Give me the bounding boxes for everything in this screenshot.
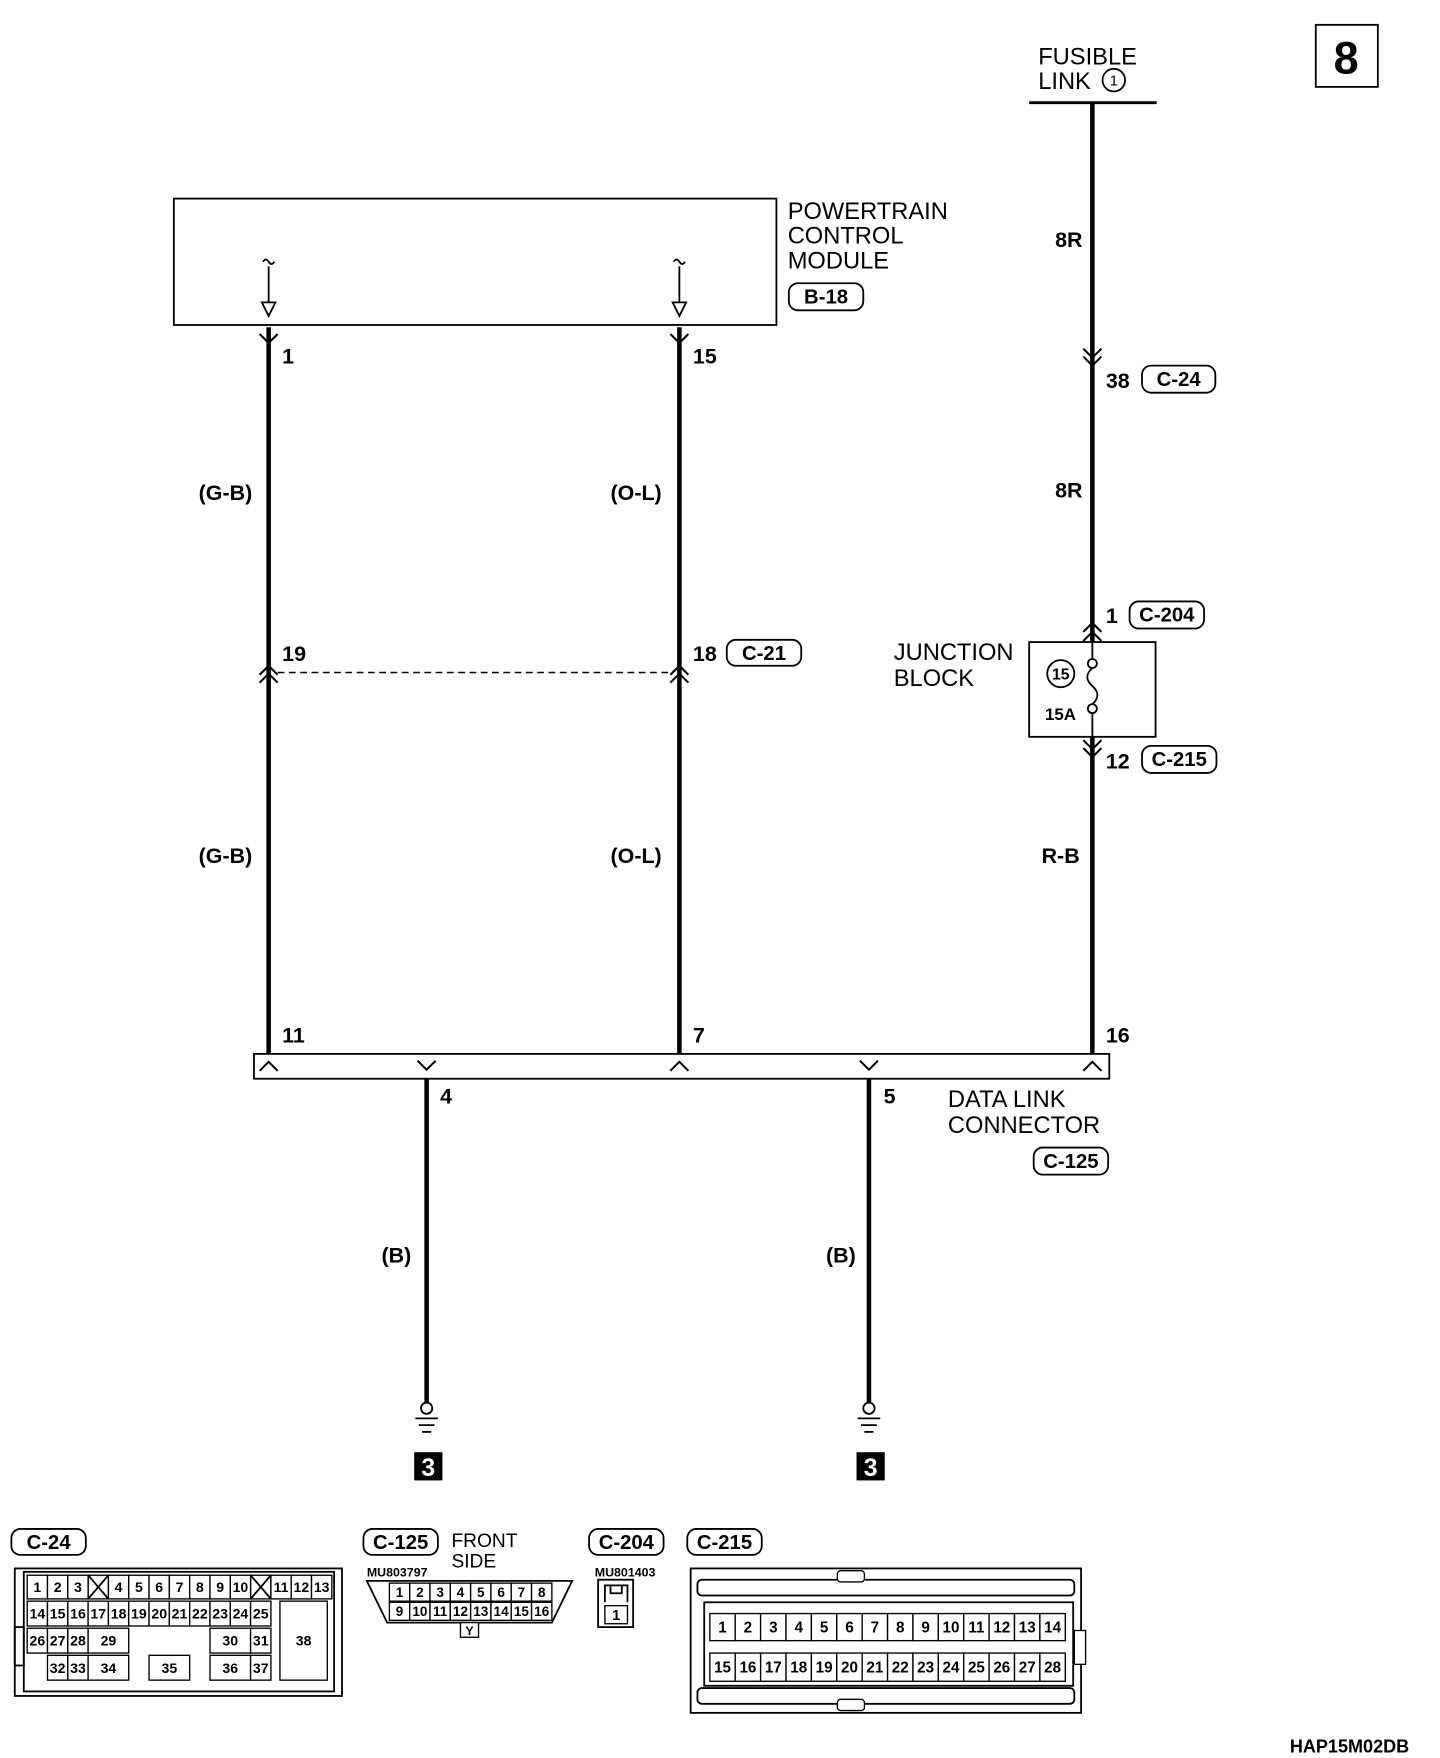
connector-view-c204-pins (605, 1606, 628, 1624)
fuse-rating: 15A (1044, 704, 1076, 724)
connector-view-c215-pin-label: 25 (967, 1659, 985, 1677)
connector-view-c215-pins (710, 1614, 1065, 1682)
pcm-label-3: MODULE (787, 248, 890, 275)
connector-view-c24-pin-label: 11 (273, 1579, 289, 1596)
connector-view-c215-pin-label: 7 (870, 1619, 880, 1637)
dlc-pin-16: 16 (1105, 1023, 1130, 1048)
connector-view-c215-pin-label: 19 (815, 1659, 833, 1677)
connector-view-c125-pin-label: 14 (493, 1604, 509, 1620)
pcm-signal-squiggle-icon-a (263, 260, 274, 265)
pcm-pin15-wire (611, 327, 802, 1054)
connector-view-c125-pin-label: 7 (517, 1585, 526, 1601)
connector-view-c215-top-tab (837, 1571, 864, 1582)
connector-view-c24-pin-label: 7 (175, 1579, 184, 1596)
dlc-body (254, 1054, 1109, 1079)
connector-view-c215-pin-label: 4 (794, 1619, 803, 1637)
connector-view-c204-id: C-204 (598, 1532, 654, 1555)
connector-view-c24-pin-label: 3 (74, 1579, 82, 1596)
connector-view-c215-pin-label: 17 (764, 1659, 782, 1677)
connector-view-c24-pin-label: 38 (295, 1632, 312, 1649)
connector-view-c24-pin-label: 29 (100, 1632, 117, 1649)
connector-view-c24-pin-label: 23 (212, 1605, 228, 1622)
connector-view-c24-pin-label: 8 (195, 1579, 204, 1596)
fuse-icon (1087, 668, 1097, 704)
ground-icon-terminal (863, 1403, 874, 1414)
connector-view-c215-pin-label: 11 (968, 1619, 985, 1637)
pcm-pin-15: 15 (692, 344, 717, 369)
connector-view-c125-pin-label: 16 (534, 1604, 550, 1620)
connector-view-c24-pin-label: 16 (70, 1605, 86, 1622)
connector-view-c204-latch (605, 1585, 628, 1602)
connector-c215-id: C-215 (1151, 749, 1207, 772)
connector-view-c24-pin-label: 10 (232, 1579, 249, 1596)
dlc-pin-4: 4 (440, 1084, 453, 1109)
connector-view-c125-pin-label: 8 (537, 1585, 546, 1601)
dlc-terminal-icon-11 (260, 1062, 278, 1071)
pcm-label-2: CONTROL (787, 223, 904, 250)
connector-view-c215-pin-label: 15 (714, 1659, 732, 1677)
connector-view-c24-pin-label: 5 (134, 1579, 143, 1596)
connector-view-c24-pin-label: 19 (131, 1605, 147, 1622)
connector-view-c24-pin-label: 17 (90, 1605, 107, 1622)
connector-view-c215-pin-label: 22 (891, 1659, 909, 1677)
connector-view-c24-pins (27, 1575, 332, 1680)
connector-view-c125-pin-label: 1 (395, 1585, 404, 1601)
wire-color-supply-lower: 8R (1055, 478, 1083, 503)
connector-view-c215-pin-label: 23 (917, 1659, 935, 1677)
dlc-terminal-icon-16 (1083, 1062, 1101, 1071)
connector-view-c125-key: Y (465, 1624, 474, 1639)
connector-view-c24-pin-label: 33 (70, 1659, 86, 1676)
connector-view-c215-bottom-tab (837, 1699, 864, 1710)
connector-view-c215-side-tab (1074, 1630, 1085, 1664)
dlc-pin-5: 5 (883, 1084, 896, 1109)
connector-view-c215-pin-label: 18 (790, 1659, 808, 1677)
connector-view-c24-pin-label: 13 (313, 1579, 330, 1596)
connector-view-c125-side-1: FRONT (451, 1530, 518, 1552)
connector-view-c204-pin-label: 1 (612, 1607, 621, 1624)
connector-view-c24-pin-label: 9 (216, 1579, 225, 1596)
ground-wire-5 (826, 1079, 885, 1482)
wire-color-pcm1-lower: (G-B) (198, 844, 253, 869)
connector-view-c215-pin-label: 28 (1044, 1659, 1062, 1677)
junction-block (894, 640, 1156, 737)
connector-view-c24-pin-label: 27 (49, 1632, 66, 1649)
connector-view-c215-pin-label: 20 (841, 1659, 858, 1677)
connector-view-c215-pin-label: 8 (896, 1619, 905, 1637)
ground-wire-4 (381, 1079, 442, 1482)
connector-view-c125-pin-label: 10 (412, 1604, 428, 1620)
pcm-pin1-wire (199, 327, 306, 1054)
connector-view-c215-pin-label: 14 (1044, 1619, 1062, 1637)
fuse-terminal-top (1088, 659, 1097, 668)
connector-view-c204 (589, 1529, 663, 1627)
junction-block-label-2: BLOCK (893, 666, 975, 693)
connector-view-c125 (363, 1529, 572, 1638)
connector-c21-pin-a: 19 (282, 642, 307, 667)
wire-color-pcm15-lower: (O-L) (610, 844, 662, 869)
connector-view-c215-pin-label: 5 (819, 1619, 829, 1637)
connector-view-c215-pin-label: 26 (993, 1659, 1011, 1677)
connector-view-c24-pin-label: 15 (49, 1605, 66, 1622)
connector-view-c204-part-number: MU801403 (594, 1565, 656, 1580)
dlc-terminal-icon-5 (860, 1061, 878, 1070)
dlc-pin-11: 11 (282, 1023, 305, 1048)
page-number-group (1316, 25, 1378, 87)
dlc-label-1: DATA LINK (947, 1086, 1066, 1113)
connector-view-c215-pin-label: 16 (739, 1659, 757, 1677)
connector-view-c125-part-number: MU803797 (366, 1565, 428, 1580)
connector-view-c215-pin-label: 10 (942, 1619, 960, 1637)
pcm-signal-squiggle-icon-b (674, 260, 685, 265)
connector-view-c24-pin-label: 18 (110, 1605, 127, 1622)
connector-view-c215-bottom-rail (697, 1688, 1074, 1704)
dlc-terminal-icon-4 (418, 1061, 436, 1070)
wire-color-jb-output: R-B (1041, 844, 1080, 869)
connector-view-c24-pin-label: 36 (222, 1659, 239, 1676)
dlc-pin-7: 7 (692, 1023, 705, 1048)
connector-view-c125-pin-label: 9 (395, 1604, 404, 1620)
fuse-terminal-bottom (1088, 704, 1097, 713)
pcm-signal-arrow-icon-b (673, 302, 687, 316)
pcm-signal-arrow-icon-a (262, 302, 276, 316)
connector-c24-id: C-24 (1156, 368, 1201, 391)
connector-view-c125-pin-label: 3 (436, 1585, 444, 1601)
connector-view-c215-id: C-215 (696, 1532, 753, 1555)
wire-color-supply-upper: 8R (1055, 228, 1083, 253)
connector-view-c125-pin-label: 15 (513, 1604, 529, 1620)
connector-c21-pin-b: 18 (692, 642, 717, 667)
connector-view-c24-pin-label: 35 (161, 1659, 178, 1676)
connector-c204-pin: 1 (1105, 603, 1118, 628)
connector-c21-id: C-21 (742, 643, 787, 666)
pcm-pin-1: 1 (282, 344, 295, 369)
fusible-link-label-2: LINK (1038, 69, 1091, 96)
connector-view-c125-pin-label: 5 (477, 1585, 485, 1601)
connector-view-c215-pin-label: 27 (1018, 1659, 1036, 1677)
connector-view-c24-pin-label: 31 (252, 1632, 269, 1649)
connector-view-c125-pin-label: 13 (473, 1604, 489, 1620)
connector-view-c24-pin-label: 4 (114, 1579, 123, 1596)
connector-view-c24-pin-label: 14 (29, 1605, 46, 1622)
connector-view-c125-pin-label: 2 (416, 1585, 424, 1601)
connector-view-c215-pin-label: 2 (743, 1619, 753, 1637)
connector-view-c24-pin-label: 24 (232, 1605, 249, 1622)
connector-view-c125-side-2: SIDE (451, 1551, 497, 1573)
connector-view-c24-pin-label: 25 (252, 1605, 269, 1622)
connector-view-c215 (687, 1529, 1085, 1713)
wire-color-ground-5: (B) (826, 1243, 856, 1268)
connector-view-c125-pin-label: 11 (433, 1604, 448, 1620)
diagram-code: HAP15M02DB (1289, 1736, 1410, 1757)
connector-view-c24-pin-label: 21 (171, 1605, 188, 1622)
connector-view-c24-pin-label: 26 (29, 1632, 46, 1649)
connector-view-c215-pin-label: 9 (921, 1619, 930, 1637)
connector-view-c215-pin-label: 1 (718, 1619, 727, 1637)
connector-view-c215-pin-label: 3 (769, 1619, 778, 1637)
ground-ref: 3 (863, 1454, 878, 1482)
connector-view-c125-id: C-125 (373, 1532, 429, 1555)
fusible-link-label-1: FUSIBLE (1038, 44, 1137, 71)
jb-output-wire (1042, 737, 1217, 1054)
ground-icon-terminal (421, 1403, 432, 1414)
pcm-connector-id: B-18 (804, 286, 849, 309)
connector-view-c215-pin-label: 12 (993, 1619, 1011, 1637)
dlc-connector-id: C-125 (1043, 1150, 1099, 1173)
connector-view-c24 (11, 1529, 342, 1696)
pcm-label-1: POWERTRAIN (787, 198, 948, 225)
connector-view-c125-pin-label: 4 (456, 1585, 465, 1601)
powertrain-control-module (174, 199, 948, 325)
connector-view-c24-id: C-24 (26, 1532, 71, 1555)
dlc-label-2: CONNECTOR (947, 1112, 1101, 1139)
connector-view-c24-pin-label: 20 (151, 1605, 168, 1622)
connector-view-c215-top-rail (697, 1580, 1074, 1596)
wire-color-ground-4: (B) (381, 1243, 412, 1268)
data-link-connector (254, 1024, 1130, 1175)
connector-view-c24-latch (15, 1627, 24, 1665)
fusible-link-number: 1 (1109, 73, 1118, 90)
connector-view-c24-pin-label: 12 (293, 1579, 310, 1596)
connector-view-c125-pins (389, 1583, 551, 1620)
connector-view-c24-pin-label: 30 (222, 1632, 239, 1649)
connector-view-c24-pin-label: 6 (155, 1579, 164, 1596)
dlc-terminal-icon-7 (670, 1062, 688, 1071)
wire-color-pcm15-upper: (O-L) (610, 480, 662, 505)
fuse-number: 15 (1051, 666, 1070, 684)
connector-c204-id: C-204 (1139, 604, 1195, 627)
fusible-link (1029, 44, 1157, 102)
connector-c215-pin: 12 (1105, 749, 1130, 774)
supply-wire (1055, 103, 1215, 642)
connector-view-c24-pin-label: 2 (53, 1579, 62, 1596)
connector-view-c24-pin-label: 37 (252, 1659, 269, 1676)
page-number: 8 (1333, 32, 1359, 84)
connector-view-c24-pin-label: 34 (100, 1659, 117, 1676)
connector-view-c24-pin-label: 32 (49, 1659, 66, 1676)
connector-view-c215-pin-label: 24 (942, 1659, 960, 1677)
connector-view-c215-pin-label: 21 (866, 1659, 884, 1677)
connector-c24-pin: 38 (1105, 369, 1130, 394)
wire-color-pcm1-upper: (G-B) (198, 480, 253, 505)
junction-block-label-1: JUNCTION (893, 640, 1014, 667)
ground-ref: 3 (421, 1454, 436, 1482)
connector-view-c24-pin-label: 1 (33, 1579, 42, 1596)
connector-view-c215-pin-label: 6 (845, 1619, 854, 1637)
connector-view-c125-pin-label: 6 (497, 1585, 505, 1601)
connector-view-c125-pin-label: 12 (452, 1604, 469, 1620)
connector-view-c215-pin-label: 13 (1018, 1619, 1036, 1637)
connector-view-c24-pin-label: 28 (70, 1632, 86, 1649)
connector-view-c24-pin-label: 22 (191, 1605, 208, 1622)
